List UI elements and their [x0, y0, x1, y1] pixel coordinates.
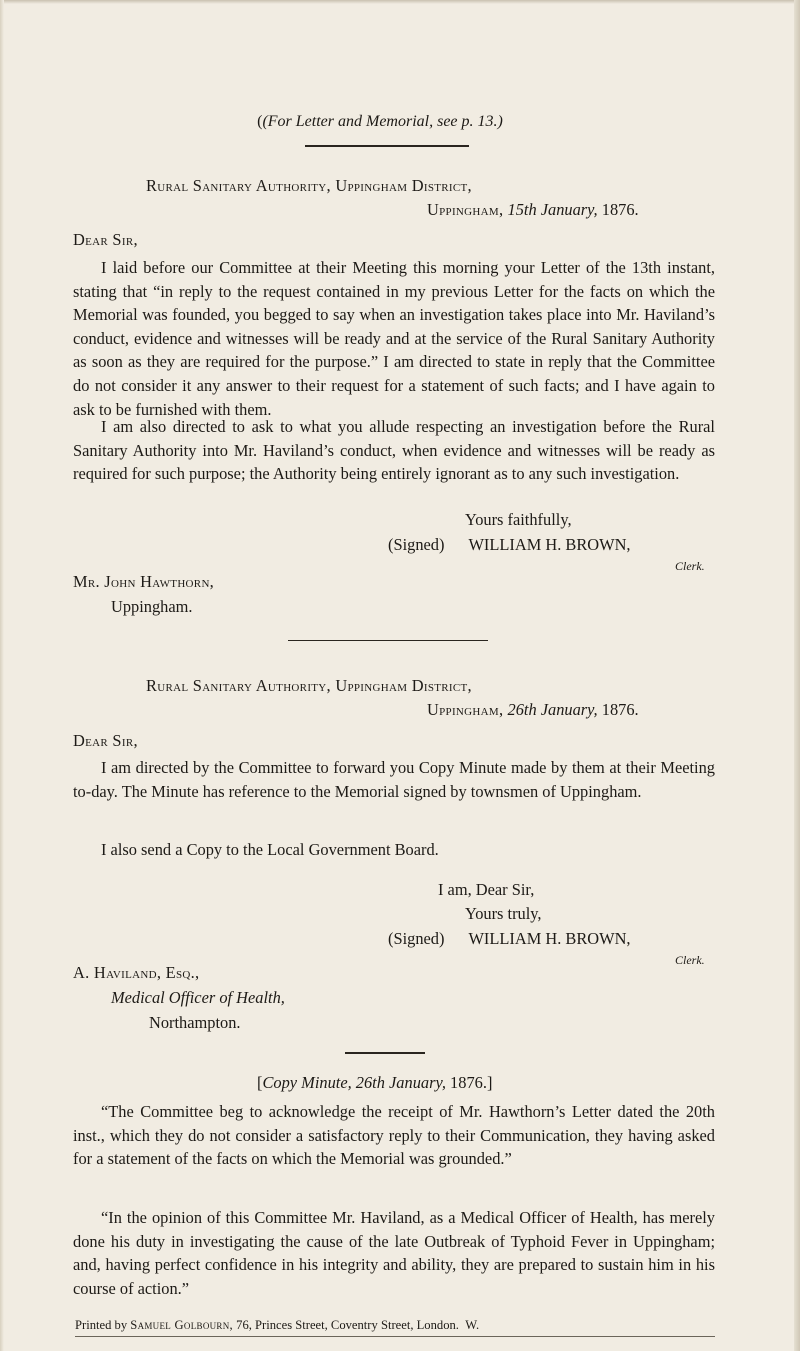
page-right-edge — [794, 0, 800, 1351]
letter1-date: 15th January, — [507, 200, 598, 219]
letter2-date: 26th January, — [507, 700, 598, 719]
letter1-signature — [388, 535, 631, 555]
letter2-paragraph-1: I am directed by the Committee to forward you Copy Minute made by them at their Meeting to-day. The Minute has reference to the Memorial signed by townsmen of Uppingham. — [73, 758, 715, 801]
section-divider — [305, 145, 469, 147]
letter1-closing: Yours faithfully, — [465, 510, 572, 529]
letter1-place: Uppingham, — [427, 200, 504, 219]
letter1-clerk-title: Clerk. — [675, 559, 705, 573]
page-left-edge — [0, 0, 4, 1351]
imprint-address: 76, Princes Street, Coventry Street, London. — [236, 1318, 459, 1332]
reference-note-prefix: (For Letter and Memorial, see p. — [262, 113, 478, 130]
letter2-salutation: Dear Sir, — [73, 731, 138, 750]
letter2-signed-label: (Signed) — [388, 929, 445, 948]
letter1-signed-label: (Signed) — [388, 535, 445, 554]
printer-imprint — [75, 1318, 715, 1333]
letter1-dateline — [427, 200, 639, 220]
letter2-clerk-title: Clerk. — [675, 953, 705, 967]
letter2-heading: Rural Sanitary Authority, Uppingham District, — [146, 676, 472, 695]
letter2-paragraph-2: I also send a Copy to the Local Government Board. — [101, 840, 439, 859]
footer-rule — [75, 1336, 715, 1337]
letter1-heading: Rural Sanitary Authority, Uppingham District, — [146, 176, 472, 195]
letter1-salutation: Dear Sir, — [73, 230, 138, 249]
letter2-closing-text: I am, Dear Sir, — [438, 880, 535, 899]
minute-heading-text: Copy Minute, 26th January, — [262, 1073, 446, 1092]
reference-note-suffix: .) — [493, 113, 503, 130]
imprint-mark: W. — [465, 1318, 480, 1332]
letter1-recipient-name: Mr. John Hawthorn, — [73, 572, 215, 591]
letter2-recipient-role: Medical Officer of Health, — [111, 988, 285, 1007]
imprint-prefix: Printed by — [75, 1318, 128, 1332]
letter2-recipient-place: Northampton. — [149, 1013, 241, 1032]
imprint-printer: Samuel Golbourn, — [130, 1318, 233, 1332]
minute-heading: [Copy Minute, 26th January, 1876.] — [257, 1073, 493, 1092]
minute-heading-year: 1876. — [450, 1073, 487, 1092]
letter1-signer: WILLIAM H. BROWN, — [468, 535, 631, 554]
page-top-edge — [0, 0, 800, 4]
reference-note-page: 13 — [477, 113, 494, 130]
minute-paragraph-1: “The Committee beg to acknowledge the receipt of Mr. Hawthorn’s Letter dated the 20th inst., which they do not consider a satisfactory reply to their Communication, they having asked for a statement of the facts on which the Memorial was grounded.” — [73, 1102, 715, 1169]
section-divider — [345, 1052, 425, 1054]
letter2-closing-2: Yours truly, — [465, 904, 542, 923]
letter1-paragraph-2: I am also directed to ask to what you allude respecting an investigation before the Rural Sanitary Authority into Mr. Haviland’s conduct, when evidence and witnesses will be ready as required for such purpose; the Authority being entirely ignorant as to any such investigation. — [73, 417, 715, 484]
minute-paragraph-2: “In the opinion of this Committee Mr. Haviland, as a Medical Officer of Health, has merely done his duty in investigating the cause of the late Outbreak of Typhoid Fever in Uppingham; and, having perfect confidence in his integrity and ability, they are prepared to sustain him in his course of action.” — [73, 1208, 715, 1298]
letter1-paragraph-1: I laid before our Committee at their Meeting this morning your Letter of the 13th instant, stating that “in reply to the request contained in my previous Letter for the facts on which the Memorial was founded, you begged to say when an investigation takes place into Mr. Haviland’s conduct, evidence and witnesses will be ready and at the service of the Rural Sanitary Authority as soon as they are required for the purpose.” I am directed to state in reply that the Committee do not consider it any answer to their request for a statement of such facts; and I have again to ask to be furnished with them. — [73, 258, 715, 419]
letter2-signer: WILLIAM H. BROWN, — [468, 929, 631, 948]
letter2-closing-1 — [438, 880, 534, 900]
section-divider — [288, 640, 488, 641]
letter2-signature — [388, 929, 631, 949]
letter2-place: Uppingham, — [427, 700, 504, 719]
letter1-recipient-place: Uppingham. — [111, 597, 193, 616]
letter2-year: 1876. — [601, 700, 639, 719]
letter2-dateline — [427, 700, 639, 720]
letter1-year: 1876. — [601, 200, 639, 219]
reference-note: ((For Letter and Memorial, see p. 13.) — [257, 113, 503, 130]
letter2-recipient-name: A. Haviland, Esq., — [73, 963, 200, 982]
